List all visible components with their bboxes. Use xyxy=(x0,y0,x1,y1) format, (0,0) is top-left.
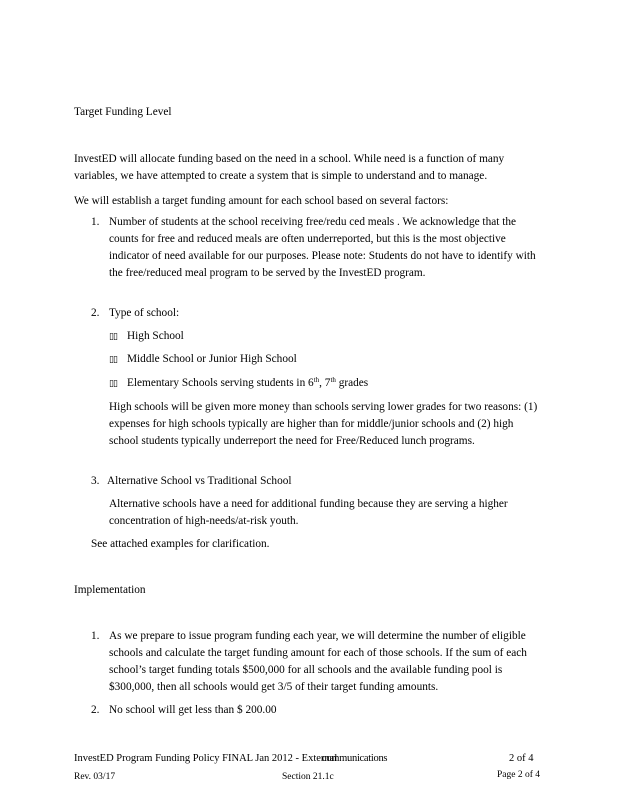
list-number-1: 1. xyxy=(91,216,100,228)
footer-overlay-text: communications xyxy=(322,753,388,764)
school-type-high: High School xyxy=(127,330,184,342)
ordinal-superscript: th xyxy=(330,376,336,384)
list-number-2: 2. xyxy=(91,307,100,319)
intro-paragraph: InvestED will allocate funding based on the need in a school. While need is a function of many variables, we have attempted to create a system that is simple to understand and to manage. xyxy=(74,153,505,182)
impl-number-1: 1. xyxy=(91,630,100,642)
footer-doc-title-text: InvestED Program Funding Policy FINAL Jan 2012 - External xyxy=(74,753,338,764)
section-heading-implementation: Implementation xyxy=(74,584,146,596)
impl-number-2: 2. xyxy=(91,704,100,716)
see-attached-note: See attached examples for clarification. xyxy=(91,538,270,550)
impl-item-funding-calculation: As we prepare to issue program funding each year, we will determine the number of eligible schools and calculate the target funding amount for each of those schools. If the sum of each school’s target funding totals $500,000 for all schools and the available funding pool is $300,000, then all schools would get 3/5 of their target funding amounts. xyxy=(109,630,527,693)
footer-page-number: 2 of 4 xyxy=(509,753,534,764)
footer-revision: Rev. 03/17 xyxy=(74,772,116,782)
list-number-3: 3. xyxy=(91,475,100,487)
elementary-text-3: grades xyxy=(335,377,369,389)
bullet-icon: ▯▯ xyxy=(109,354,117,364)
alternative-school-explanation: Alternative schools have a need for additional funding because they are serving a higher concentration of high-needs/at-risk youth. xyxy=(109,498,508,527)
footer-section: Section 21.1c xyxy=(282,772,334,782)
section-heading-target-funding: Target Funding Level xyxy=(74,106,172,118)
ordinal-superscript: th xyxy=(313,376,320,384)
footer-page-of: Page 2 of 4 xyxy=(497,770,541,780)
elementary-text-2: , 7 xyxy=(319,377,331,389)
school-type-elementary xyxy=(127,375,368,392)
school-type-middle: Middle School or Junior High School xyxy=(127,353,297,365)
establish-sentence: We will establish a target funding amount for each school based on several factors: xyxy=(74,195,449,207)
footer-doc-title xyxy=(74,753,388,764)
elementary-text: Elementary Schools serving students in 6 xyxy=(127,377,314,389)
high-school-explanation: High schools will be given more money than schools serving lower grades for two reasons: (1) expenses for high schools typically are higher than for middle/junior schools and (2) high school students typically underreport the need for Free/Reduced lunch programs. xyxy=(109,401,538,447)
factor-free-reduced-meals: Number of students at the school receiving free/redu ced meals . We acknowledge that the counts for free and reduced meals are often underreported, but this is the most objective indicator of need available for our purposes. Please note: Students do not have to identify with the free/reduced meal program to be served by the InvestED program. xyxy=(109,216,536,279)
bullet-icon: ▯▯ xyxy=(109,331,117,341)
impl-item-minimum: No school will get less than $ 200.00 xyxy=(109,704,277,716)
factor-type-of-school: Type of school: xyxy=(109,307,180,319)
bullet-icon: ▯▯ xyxy=(109,378,117,388)
factor-alternative-school: Alternative School vs Traditional School xyxy=(107,475,292,487)
